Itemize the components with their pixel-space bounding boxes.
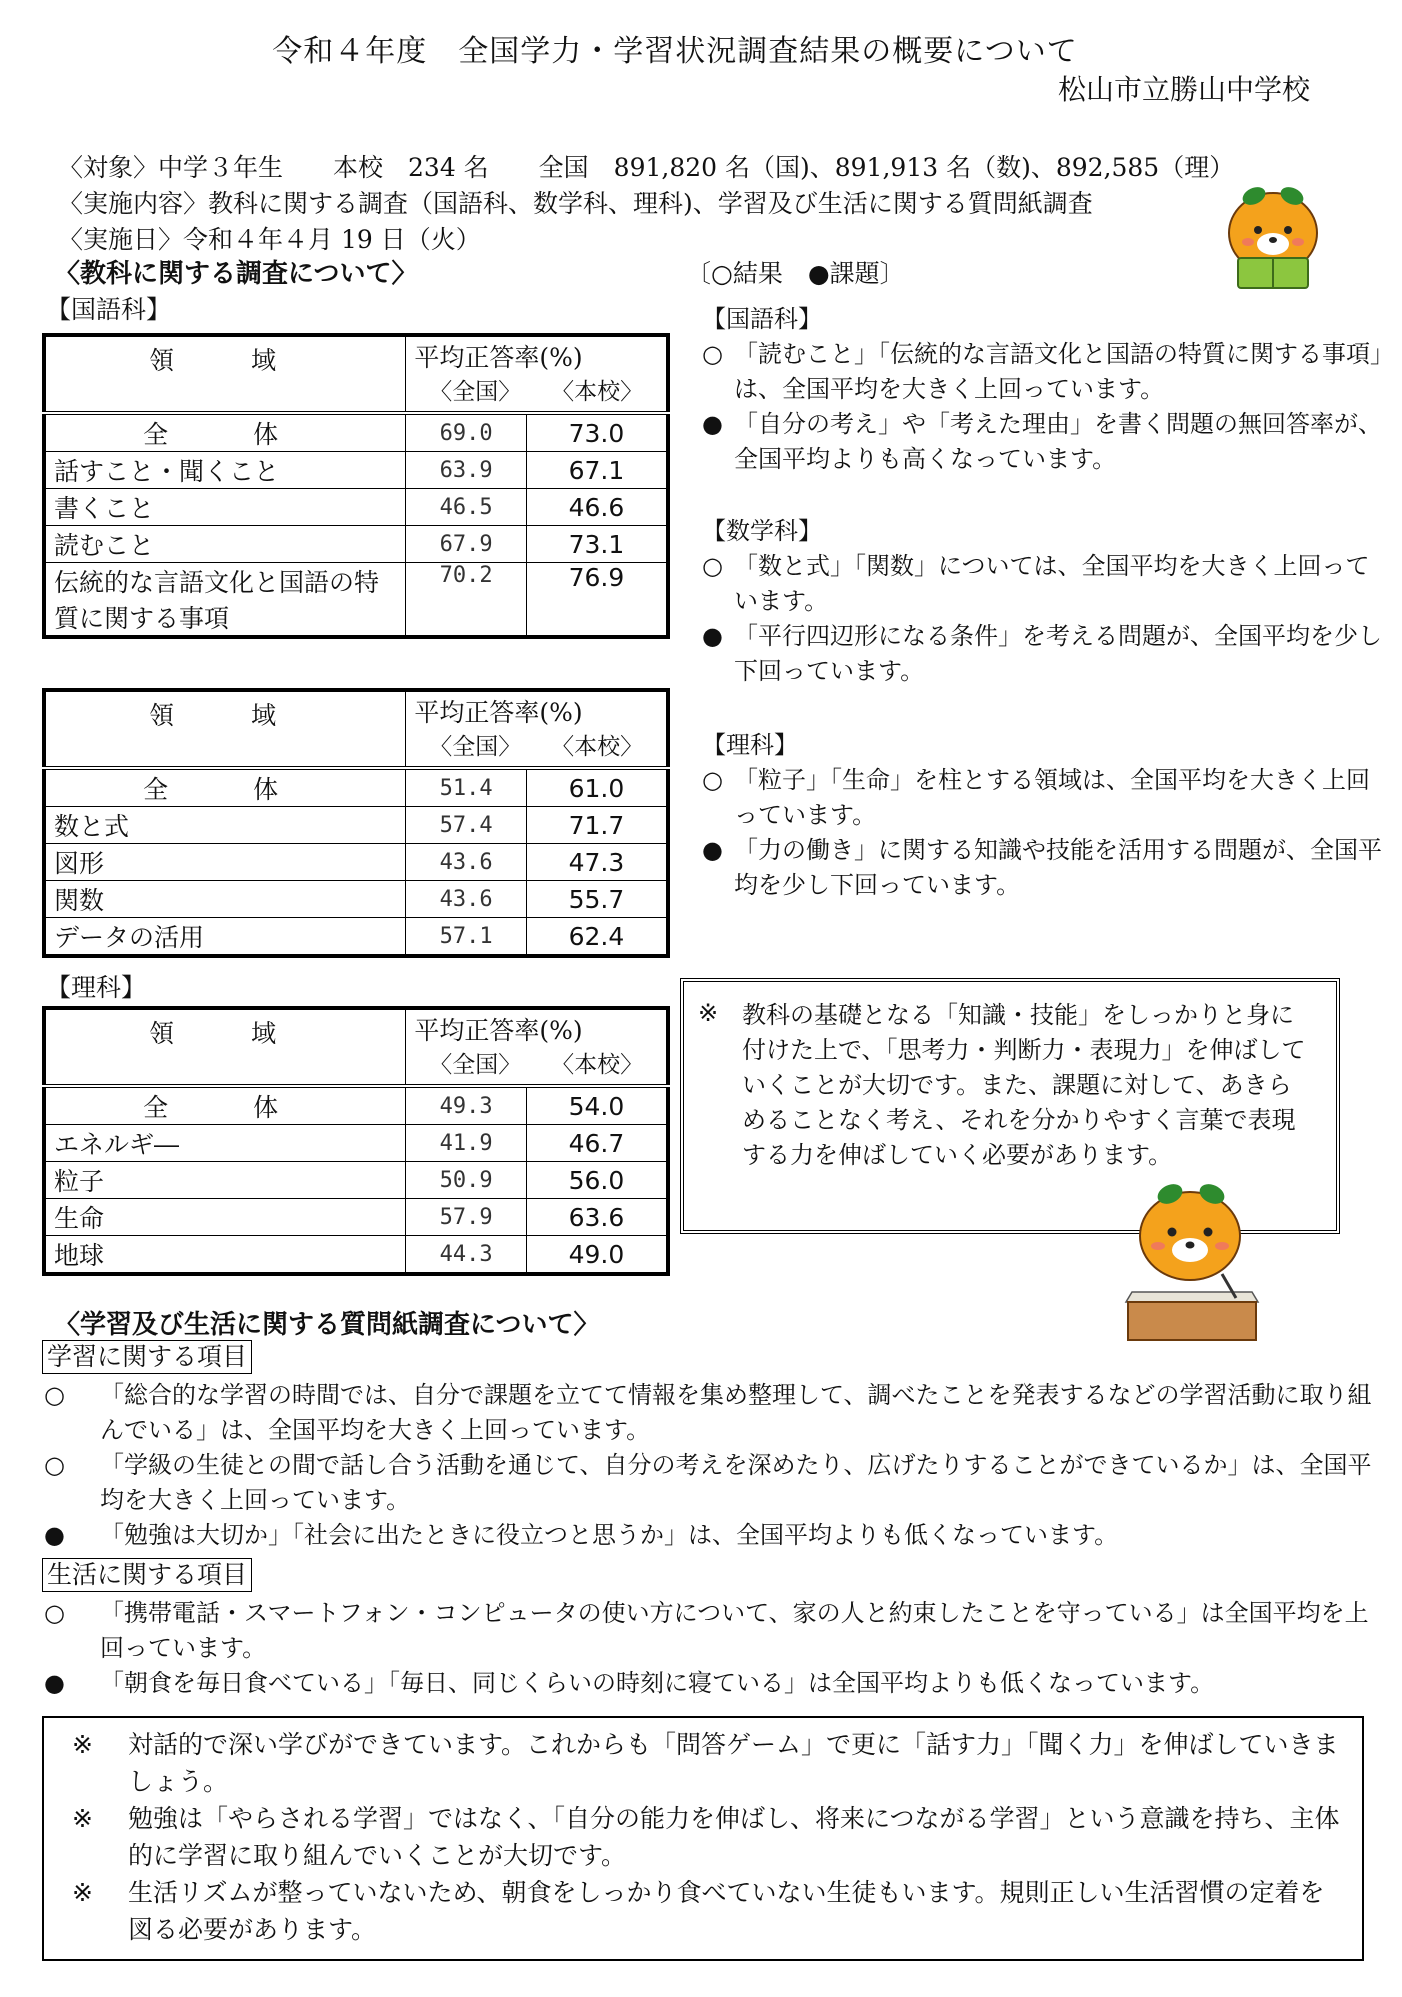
- school-cell: 63.6: [526, 1199, 668, 1236]
- list-item: [42, 1666, 1372, 1701]
- science-label: 【理科】: [46, 973, 147, 1002]
- item-text: 生活リズムが整っていないため、朝食をしっかり食べていない生徒もいます。規則正しい生活習慣の定着を図る必要があります。: [128, 1878, 1325, 1944]
- note-mark: ※: [72, 1730, 93, 1759]
- life-label: [42, 1558, 252, 1592]
- issue-mark: ●: [44, 1669, 65, 1697]
- list-item: [42, 1596, 1372, 1666]
- final-notes-box: [42, 1716, 1364, 1961]
- list-item: [72, 1874, 1344, 1948]
- header-area: 領 域: [44, 690, 406, 768]
- table-row: [44, 1125, 668, 1162]
- table-row: [44, 489, 668, 526]
- issue-mark: ●: [702, 410, 723, 438]
- national-cell: 57.1: [406, 918, 527, 957]
- table-row: [44, 526, 668, 563]
- school-cell: 46.6: [526, 489, 668, 526]
- findings-heading: 【国語科】: [702, 305, 822, 333]
- meta-content: 〈実施内容〉教科に関する調査（国語科、数学科、理科)、学習及び生活に関する質問紙調査: [58, 189, 1093, 218]
- table-row: [44, 768, 668, 807]
- findings-japanese: [702, 302, 1392, 477]
- school-cell: 54.0: [526, 1086, 668, 1125]
- table-row: [44, 807, 668, 844]
- item-text: 「総合的な学習の時間では、自分で課題を立てて情報を集め整理して、調べたことを発表するなどの学習活動に取り組んでいる」は、全国平均を大きく上回っています。: [100, 1381, 1372, 1444]
- national-cell: 57.9: [406, 1199, 527, 1236]
- math-table: [42, 688, 670, 958]
- list-item: [702, 619, 1392, 689]
- area-cell: 図形: [44, 844, 406, 881]
- area-cell: エネルギ―: [44, 1125, 406, 1162]
- school-cell: 62.4: [526, 918, 668, 957]
- learning-label: [42, 1340, 252, 1374]
- header-national: 〈全国〉: [429, 734, 522, 760]
- result-mark: ○: [702, 552, 723, 580]
- header-school: 〈本校〉: [551, 734, 644, 760]
- result-mark: ○: [44, 1381, 65, 1409]
- note-mark: ※: [72, 1804, 93, 1833]
- page-title: 令和４年度 全国学力・学習状況調査結果の概要について: [272, 34, 1078, 69]
- item-text: 「勉強は大切か」「社会に出たときに役立つと思うか」は、全国平均よりも低くなっています。: [100, 1521, 1119, 1549]
- result-mark: ○: [702, 340, 723, 368]
- issue-mark: ●: [702, 836, 723, 864]
- table-row: [44, 918, 668, 957]
- area-cell: 書くこと: [44, 489, 406, 526]
- header-school: 〈本校〉: [551, 379, 644, 405]
- header-national: 〈全国〉: [429, 379, 522, 405]
- school-cell: 71.7: [526, 807, 668, 844]
- national-cell: 43.6: [406, 881, 527, 918]
- note-text: 教科の基礎となる「知識・技能」をしっかりと身に付けた上で、「思考力・判断力・表現力」を伸ばしていくことが大切です。また、課題に対して、あきらめることなく考え、それを分かりやすく言葉で表現する力を伸ばしていく必要があります。: [742, 1001, 1306, 1169]
- header-rate-label: 平均正答率(%): [414, 343, 583, 372]
- area-cell: 地球: [44, 1236, 406, 1275]
- table-row: [44, 1086, 668, 1125]
- school-cell: 61.0: [526, 768, 668, 807]
- list-item: [42, 1378, 1372, 1448]
- national-cell: 69.0: [406, 413, 527, 452]
- area-cell: 全 体: [44, 768, 406, 807]
- list-item: [702, 337, 1392, 407]
- national-cell: 49.3: [406, 1086, 527, 1125]
- national-cell: 51.4: [406, 768, 527, 807]
- table-row: [44, 1199, 668, 1236]
- findings-heading: 【理科】: [702, 731, 798, 759]
- result-mark: ○: [44, 1599, 65, 1627]
- item-text: 勉強は「やらされる学習」ではなく、「自分の能力を伸ばし、将来につながる学習」という意識を持ち、主体的に学習に取り組んでいくことが大切です。: [128, 1804, 1340, 1870]
- area-cell: 伝統的な言語文化と国語の特質に関する事項: [44, 563, 406, 638]
- meta-target: 〈対象〉中学３年生 本校 234 名 全国 891,820 名（国)、891,913 名（数)、892,585（理）: [58, 153, 1235, 182]
- findings-science: [702, 728, 1392, 903]
- item-text: 「力の働き」に関する知識や技能を活用する問題が、全国平均を少し下回っています。: [734, 836, 1382, 899]
- legend: 〔○結果 ●課題〕: [686, 259, 905, 288]
- science-table: [42, 1006, 670, 1276]
- table-header-row: [44, 335, 668, 413]
- list-item: [42, 1448, 1372, 1518]
- header-rate-label: 平均正答率(%): [414, 698, 583, 727]
- school-cell: 73.0: [526, 413, 668, 452]
- national-cell: 57.4: [406, 807, 527, 844]
- table-row: [44, 1236, 668, 1275]
- item-text: 「粒子」「生命」を柱とする領域は、全国平均を大きく上回っています。: [734, 766, 1370, 829]
- item-text: 「読むこと」「伝統的な言語文化と国語の特質に関する事項」は、全国平均を大きく上回っています。: [734, 340, 1382, 403]
- learning-label-text: 学習に関する項目: [42, 1340, 252, 1374]
- table-row: [44, 844, 668, 881]
- list-item: [702, 549, 1392, 619]
- list-item: [42, 1518, 1372, 1553]
- findings-math: [702, 514, 1392, 689]
- header-school: 〈本校〉: [551, 1052, 644, 1078]
- item-text: 「携帯電話・スマートフォン・コンピュータの使い方について、家の人と約束したことを守っている」は全国平均を上回っています。: [100, 1599, 1369, 1662]
- school-cell: 76.9: [526, 563, 668, 638]
- list-item: [72, 1726, 1344, 1800]
- school-cell: 55.7: [526, 881, 668, 918]
- subject-section-title: 〈教科に関する調査について〉: [54, 259, 418, 289]
- national-cell: 63.9: [406, 452, 527, 489]
- area-cell: データの活用: [44, 918, 406, 957]
- header-area: 領 域: [44, 1008, 406, 1086]
- item-text: 「数と式」「関数」については、全国平均を大きく上回っています。: [734, 552, 1370, 615]
- table-header-row: [44, 1008, 668, 1086]
- mascot-reading-icon: [1218, 178, 1328, 290]
- school-cell: 49.0: [526, 1236, 668, 1275]
- table-row: [44, 1162, 668, 1199]
- header-area: 領 域: [44, 335, 406, 413]
- area-cell: 読むこと: [44, 526, 406, 563]
- table-row: [44, 563, 668, 638]
- school-cell: 46.7: [526, 1125, 668, 1162]
- note-mark: ※: [72, 1878, 93, 1907]
- mascot-studying-icon: [1122, 1174, 1262, 1342]
- area-cell: 数と式: [44, 807, 406, 844]
- life-label-text: 生活に関する項目: [42, 1558, 252, 1592]
- table-row: [44, 413, 668, 452]
- area-cell: 全 体: [44, 413, 406, 452]
- item-text: 「学級の生徒との間で話し合う活動を通じて、自分の考えを深めたり、広げたりすることができているか」は、全国平均を大きく上回っています。: [100, 1451, 1372, 1514]
- school-cell: 56.0: [526, 1162, 668, 1199]
- area-cell: 全 体: [44, 1086, 406, 1125]
- header-rate: [406, 1008, 668, 1086]
- result-mark: ○: [702, 766, 723, 794]
- note-mark: ※: [698, 999, 719, 1027]
- list-item: [72, 1800, 1344, 1874]
- school-cell: 47.3: [526, 844, 668, 881]
- area-cell: 話すこと・聞くこと: [44, 452, 406, 489]
- national-cell: 70.2: [406, 563, 527, 638]
- table-row: [44, 881, 668, 918]
- list-item: [702, 763, 1392, 833]
- school-cell: 67.1: [526, 452, 668, 489]
- header-national: 〈全国〉: [429, 1052, 522, 1078]
- item-text: 「平行四辺形になる条件」を考える問題が、全国平均を少し下回っています。: [734, 622, 1382, 685]
- learning-items: [42, 1378, 1372, 1553]
- list-item: [702, 833, 1392, 903]
- national-cell: 50.9: [406, 1162, 527, 1199]
- header-rate-label: 平均正答率(%): [414, 1016, 583, 1045]
- area-cell: 関数: [44, 881, 406, 918]
- national-cell: 41.9: [406, 1125, 527, 1162]
- area-cell: 粒子: [44, 1162, 406, 1199]
- national-cell: 67.9: [406, 526, 527, 563]
- meta-date: 〈実施日〉令和４年４月 19 日（火）: [58, 225, 481, 254]
- header-rate: [406, 335, 668, 413]
- issue-mark: ●: [44, 1521, 65, 1549]
- item-text: 「自分の考え」や「考えた理由」を書く問題の無回答率が、全国平均よりも高くなっています。: [734, 410, 1382, 473]
- national-cell: 44.3: [406, 1236, 527, 1275]
- result-mark: ○: [44, 1451, 65, 1479]
- national-cell: 46.5: [406, 489, 527, 526]
- japanese-label: 【国語科】: [46, 295, 172, 324]
- survey-section-title: 〈学習及び生活に関する質問紙調査について〉: [54, 1310, 600, 1340]
- japanese-table: [42, 333, 670, 639]
- national-cell: 43.6: [406, 844, 527, 881]
- issue-mark: ●: [702, 622, 723, 650]
- header-rate: [406, 690, 668, 768]
- findings-heading: 【数学科】: [702, 517, 822, 545]
- list-item: [702, 407, 1392, 477]
- area-cell: 生命: [44, 1199, 406, 1236]
- school-cell: 73.1: [526, 526, 668, 563]
- life-items: [42, 1596, 1372, 1701]
- table-row: [44, 452, 668, 489]
- table-header-row: [44, 690, 668, 768]
- school-name: 松山市立勝山中学校: [1057, 73, 1310, 106]
- item-text: 対話的で深い学びができています。これからも「問答ゲーム」で更に「話す力」「聞く力」を伸ばしていきましょう。: [128, 1730, 1339, 1796]
- item-text: 「朝食を毎日食べている」「毎日、同じくらいの時刻に寝ている」は全国平均よりも低くなっています。: [100, 1669, 1215, 1697]
